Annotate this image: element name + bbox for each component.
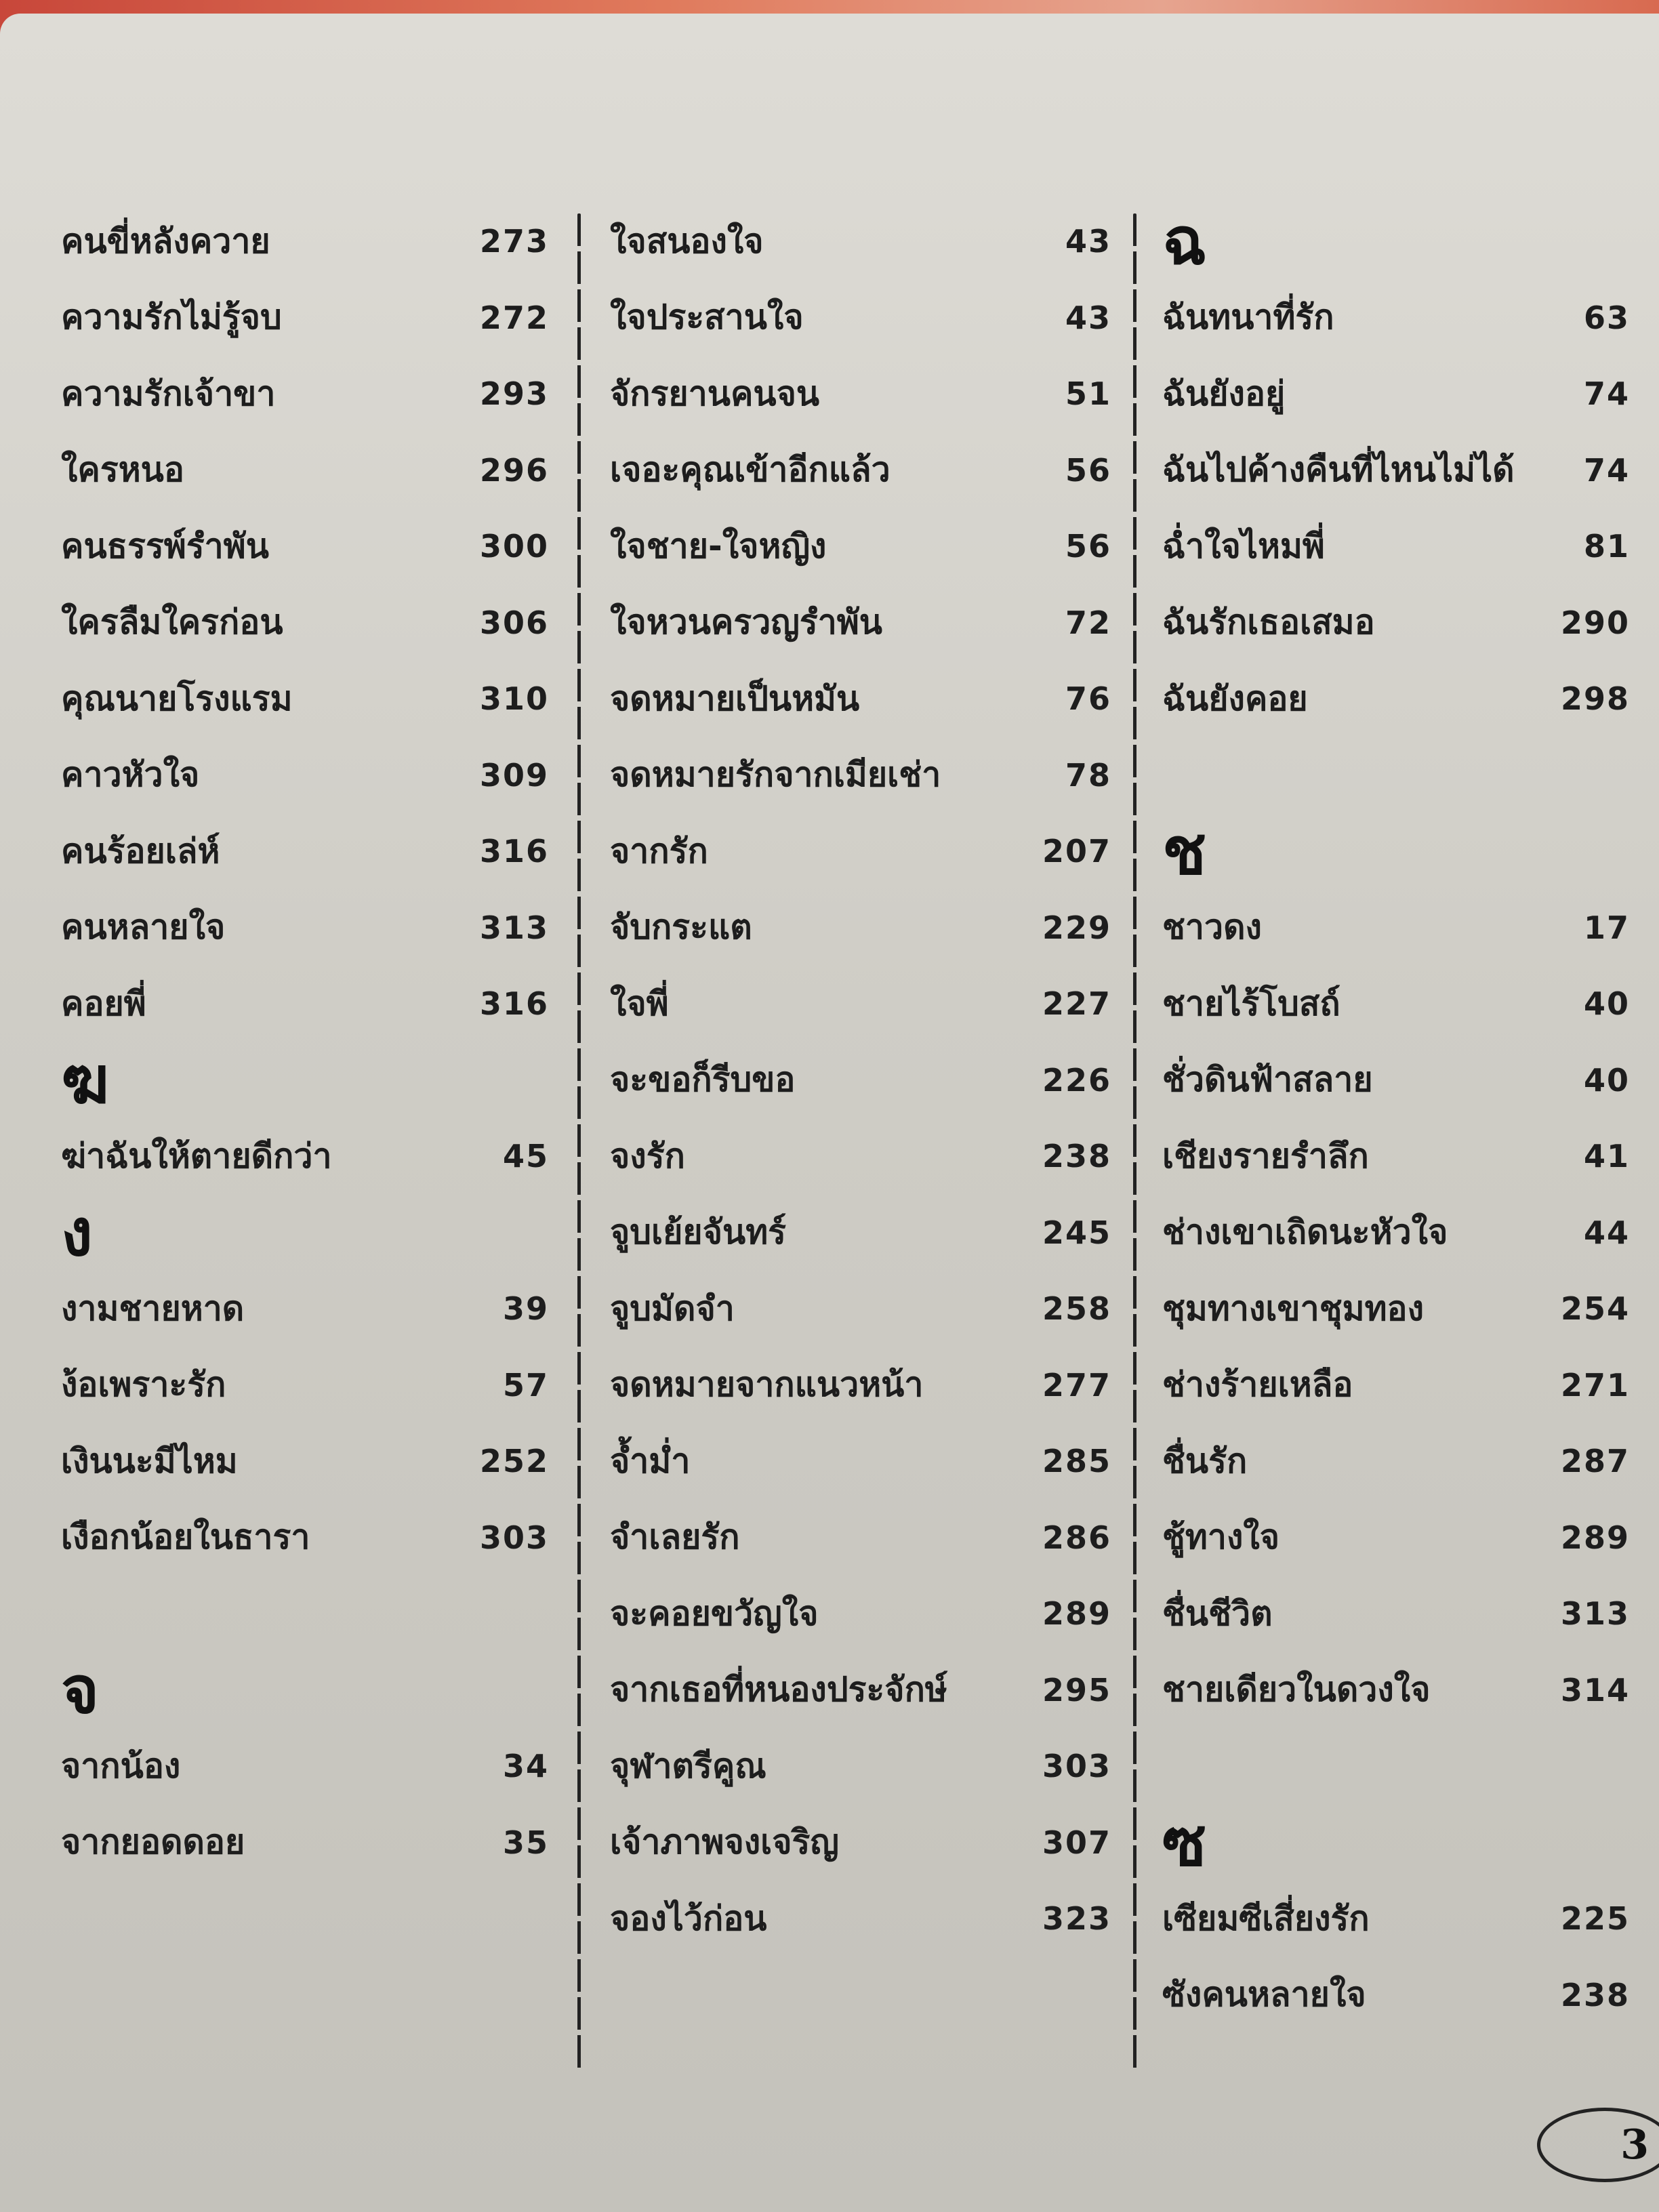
song-title: จำเลยรัก	[610, 1517, 740, 1557]
page-ref: 295	[1042, 1671, 1111, 1708]
song-title: ใครลืมใครก่อน	[61, 602, 283, 642]
song-title: เงือกน้อยในธารา	[61, 1517, 310, 1557]
list-item	[1162, 280, 1630, 356]
list-item	[61, 661, 549, 737]
list-item	[61, 1500, 549, 1576]
song-title: ชื่นชีวิต	[1162, 1593, 1273, 1633]
list-item	[1162, 1881, 1630, 1957]
page-ref: 57	[502, 1366, 549, 1404]
list-item	[61, 432, 549, 509]
song-title: จากยอดดอย	[61, 1822, 245, 1862]
index-column-2	[610, 203, 1111, 1957]
page-ref: 34	[502, 1748, 549, 1785]
page-ref: 238	[1560, 1976, 1630, 2013]
list-item	[610, 1805, 1111, 1881]
page-ref: 56	[1065, 451, 1111, 489]
page-ref: 72	[1065, 604, 1111, 641]
list-item	[61, 585, 549, 661]
list-item	[1162, 890, 1630, 966]
section-letter: ซ	[1162, 1803, 1207, 1881]
page-ref: 298	[1560, 680, 1630, 718]
song-title: คาวหัวใจ	[61, 755, 200, 795]
list-item	[61, 1423, 549, 1500]
list-item	[1162, 1652, 1630, 1729]
song-title: ชั่วดินฟ้าสลาย	[1162, 1060, 1373, 1100]
song-title: เซียมซีเสี่ยงรัก	[1162, 1898, 1370, 1938]
page-ref: 226	[1042, 1061, 1111, 1099]
section-letter: ง	[61, 1193, 93, 1271]
spacer	[1162, 1728, 1630, 1805]
column-divider	[1133, 213, 1136, 2070]
page-ref: 289	[1560, 1519, 1630, 1556]
page-ref: 225	[1560, 1900, 1630, 1938]
page-ref: 273	[479, 223, 549, 260]
list-item	[610, 1042, 1111, 1119]
song-title: คนขี่หลังควาย	[61, 221, 270, 261]
page-ref: 245	[1042, 1214, 1111, 1251]
list-item	[610, 508, 1111, 585]
list-item	[610, 1500, 1111, 1576]
section-letter: ช	[1162, 813, 1207, 890]
list-item	[610, 813, 1111, 890]
list-item	[61, 1118, 549, 1195]
song-title: คอยพี่	[61, 983, 146, 1023]
list-item	[1162, 1423, 1630, 1500]
page-ref: 63	[1583, 299, 1630, 336]
song-title: ใจหวนครวญรำพัน	[610, 602, 882, 642]
page-ref: 289	[1042, 1595, 1111, 1633]
list-item	[610, 966, 1111, 1042]
list-item	[610, 1118, 1111, 1195]
page-number: 3	[1537, 2108, 1659, 2182]
song-title: ฆ่าฉันให้ตายดีกว่า	[61, 1136, 332, 1176]
list-item	[610, 1576, 1111, 1652]
list-item	[1162, 1271, 1630, 1347]
song-title: จักรยานคนจน	[610, 373, 820, 413]
song-title: จูบมัดจำ	[610, 1288, 735, 1328]
song-title: ชาวดง	[1162, 907, 1262, 947]
list-item	[610, 661, 1111, 737]
list-item	[610, 356, 1111, 432]
song-title: เจอะคุณเข้าอีกแล้ว	[610, 450, 890, 490]
song-title: ชายไร้โบสถ์	[1162, 983, 1340, 1023]
song-title: จดหมายจากแนวหน้า	[610, 1365, 924, 1405]
page-ref: 323	[1042, 1900, 1111, 1938]
song-title: จูบเย้ยจันทร์	[610, 1212, 787, 1252]
page-ref: 303	[1042, 1748, 1111, 1785]
page-ref: 277	[1042, 1366, 1111, 1404]
page-ref: 287	[1560, 1443, 1630, 1480]
list-item	[61, 1805, 549, 1881]
song-title: จะขอก็รีบขอ	[610, 1060, 796, 1100]
page-ref: 17	[1583, 909, 1630, 946]
song-title: จ้ำม่ำ	[610, 1441, 691, 1481]
page-ref: 74	[1583, 451, 1630, 489]
page-ref: 313	[1560, 1595, 1630, 1633]
song-title: จากรัก	[610, 831, 708, 871]
page-ref: 207	[1042, 833, 1111, 870]
page-ref: 258	[1042, 1290, 1111, 1328]
song-title: ความรักไม่รู้จบ	[61, 298, 282, 337]
spacer	[1162, 737, 1630, 814]
list-item	[1162, 1957, 1630, 2034]
list-item	[61, 356, 549, 432]
list-item	[610, 1195, 1111, 1271]
song-title: จับกระแต	[610, 907, 752, 947]
list-item	[61, 813, 549, 890]
list-item	[610, 1881, 1111, 1957]
index-column-3	[1162, 203, 1630, 2033]
song-title: ใจชาย-ใจหญิง	[610, 526, 827, 566]
page-ref: 56	[1065, 528, 1111, 565]
page-ref: 74	[1583, 375, 1630, 413]
song-title: ชู้ทางใจ	[1162, 1517, 1280, 1557]
page-ref: 314	[1560, 1671, 1630, 1708]
list-item	[1162, 966, 1630, 1042]
page-ref: 76	[1065, 680, 1111, 718]
song-title: ช่างเขาเถิดนะหัวใจ	[1162, 1212, 1448, 1252]
page-ref: 227	[1042, 985, 1111, 1023]
page-ref: 296	[479, 451, 549, 489]
list-item	[610, 890, 1111, 966]
page-ref: 307	[1042, 1824, 1111, 1861]
song-title: ใจสนองใจ	[610, 221, 764, 261]
list-item	[1162, 1195, 1630, 1271]
list-item	[610, 1728, 1111, 1805]
page-ref: 43	[1065, 299, 1111, 336]
song-title: ใจพี่	[610, 983, 669, 1023]
list-item	[61, 280, 549, 356]
list-item	[1162, 432, 1630, 509]
list-item	[610, 1271, 1111, 1347]
song-title: ฉ่ำใจไหมพี่	[1162, 526, 1325, 566]
song-title: เงินนะมีไหม	[61, 1441, 238, 1481]
page-ref: 300	[479, 528, 549, 565]
song-title: ช่างร้ายเหลือ	[1162, 1365, 1353, 1405]
list-item	[610, 1652, 1111, 1729]
section-letter: ฆ	[61, 1041, 110, 1118]
page-ref: 316	[479, 833, 549, 870]
song-title: ซังคนหลายใจ	[1162, 1975, 1366, 2015]
section-letter: ฉ	[1162, 203, 1207, 280]
song-title: จองไว้ก่อน	[610, 1898, 767, 1938]
song-title: ฉันรักเธอเสมอ	[1162, 602, 1375, 642]
page-ref: 272	[479, 299, 549, 336]
song-title: ชื่นรัก	[1162, 1441, 1248, 1481]
list-item	[1162, 1118, 1630, 1195]
index-column-1	[61, 203, 549, 1881]
page-ref: 306	[479, 604, 549, 641]
song-title: จากเธอที่หนองประจักษ์	[610, 1670, 947, 1710]
section-letter: จ	[61, 1651, 100, 1728]
list-item	[61, 203, 549, 280]
list-item	[61, 966, 549, 1042]
song-title: เจ้าภาพจงเจริญ	[610, 1822, 840, 1862]
song-title: ชายเดียวในดวงใจ	[1162, 1670, 1431, 1710]
song-title: จากน้อง	[61, 1746, 181, 1786]
list-item	[61, 1728, 549, 1805]
list-item	[610, 432, 1111, 509]
page-ref: 252	[479, 1443, 549, 1480]
page-ref: 271	[1560, 1366, 1630, 1404]
page-ref: 290	[1560, 604, 1630, 641]
page-ref: 303	[479, 1519, 549, 1556]
song-title: ใครหนอ	[61, 450, 184, 490]
page-ref: 229	[1042, 909, 1111, 946]
song-title: ฉันยังคอย	[1162, 678, 1308, 718]
song-title: จงรัก	[610, 1136, 685, 1176]
page-ref: 286	[1042, 1519, 1111, 1556]
song-title: คุณนายโรงแรม	[61, 678, 293, 718]
song-title: ฉันไปค้างคืนที่ไหนไม่ได้	[1162, 450, 1515, 490]
song-title: จุฬาตรีคูณ	[610, 1746, 766, 1786]
list-item	[610, 1347, 1111, 1424]
page-ref: 40	[1583, 985, 1630, 1023]
list-item	[1162, 1042, 1630, 1119]
list-item	[61, 737, 549, 814]
page-ref: 45	[502, 1138, 549, 1175]
song-title: คนหลายใจ	[61, 907, 226, 947]
list-item	[610, 737, 1111, 814]
page-ref: 81	[1583, 528, 1630, 565]
song-title: จดหมายเป็นหมัน	[610, 678, 860, 718]
song-title: คนธรรพ์รำพัน	[61, 526, 269, 566]
song-title: จะคอยขวัญใจ	[610, 1593, 819, 1633]
list-item	[1162, 1500, 1630, 1576]
list-item	[1162, 1347, 1630, 1424]
song-title: ความรักเจ้าขา	[61, 373, 276, 413]
page-ref: 254	[1560, 1290, 1630, 1328]
list-item	[1162, 356, 1630, 432]
song-title: ใจประสานใจ	[610, 298, 804, 337]
song-title: ฉันยังอยู่	[1162, 373, 1286, 413]
song-title: คนร้อยเล่ห์	[61, 831, 220, 871]
page-ref: 40	[1583, 1061, 1630, 1099]
song-title: เชียงรายรำลึก	[1162, 1136, 1369, 1176]
page-ref: 309	[479, 756, 549, 794]
list-item	[610, 1423, 1111, 1500]
page-ref: 316	[479, 985, 549, 1023]
song-title: ง้อเพราะรัก	[61, 1365, 226, 1405]
page-ref: 78	[1065, 756, 1111, 794]
page-ref: 313	[479, 909, 549, 946]
spacer	[61, 1576, 549, 1652]
list-item	[610, 585, 1111, 661]
page-ref: 41	[1583, 1138, 1630, 1175]
list-item	[1162, 508, 1630, 585]
song-title: จดหมายรักจากเมียเช่า	[610, 755, 941, 795]
page-ref: 310	[479, 680, 549, 718]
page-ref: 285	[1042, 1443, 1111, 1480]
song-title: ฉันทนาที่รัก	[1162, 298, 1334, 337]
list-item	[1162, 661, 1630, 737]
list-item	[610, 203, 1111, 280]
page-ref: 238	[1042, 1138, 1111, 1175]
list-item	[61, 1271, 549, 1347]
song-title: งามชายหาด	[61, 1288, 245, 1328]
page-ref: 293	[479, 375, 549, 413]
list-item	[1162, 585, 1630, 661]
list-item	[61, 508, 549, 585]
page-ref: 51	[1065, 375, 1111, 413]
list-item	[61, 890, 549, 966]
list-item	[610, 280, 1111, 356]
page-ref: 39	[502, 1290, 549, 1328]
list-item	[1162, 1576, 1630, 1652]
page-ref: 43	[1065, 223, 1111, 260]
song-title: ชุมทางเขาชุมทอง	[1162, 1288, 1424, 1328]
column-divider	[577, 213, 581, 2070]
page-ref: 44	[1583, 1214, 1630, 1251]
page-ref: 35	[502, 1824, 549, 1861]
list-item	[61, 1347, 549, 1424]
